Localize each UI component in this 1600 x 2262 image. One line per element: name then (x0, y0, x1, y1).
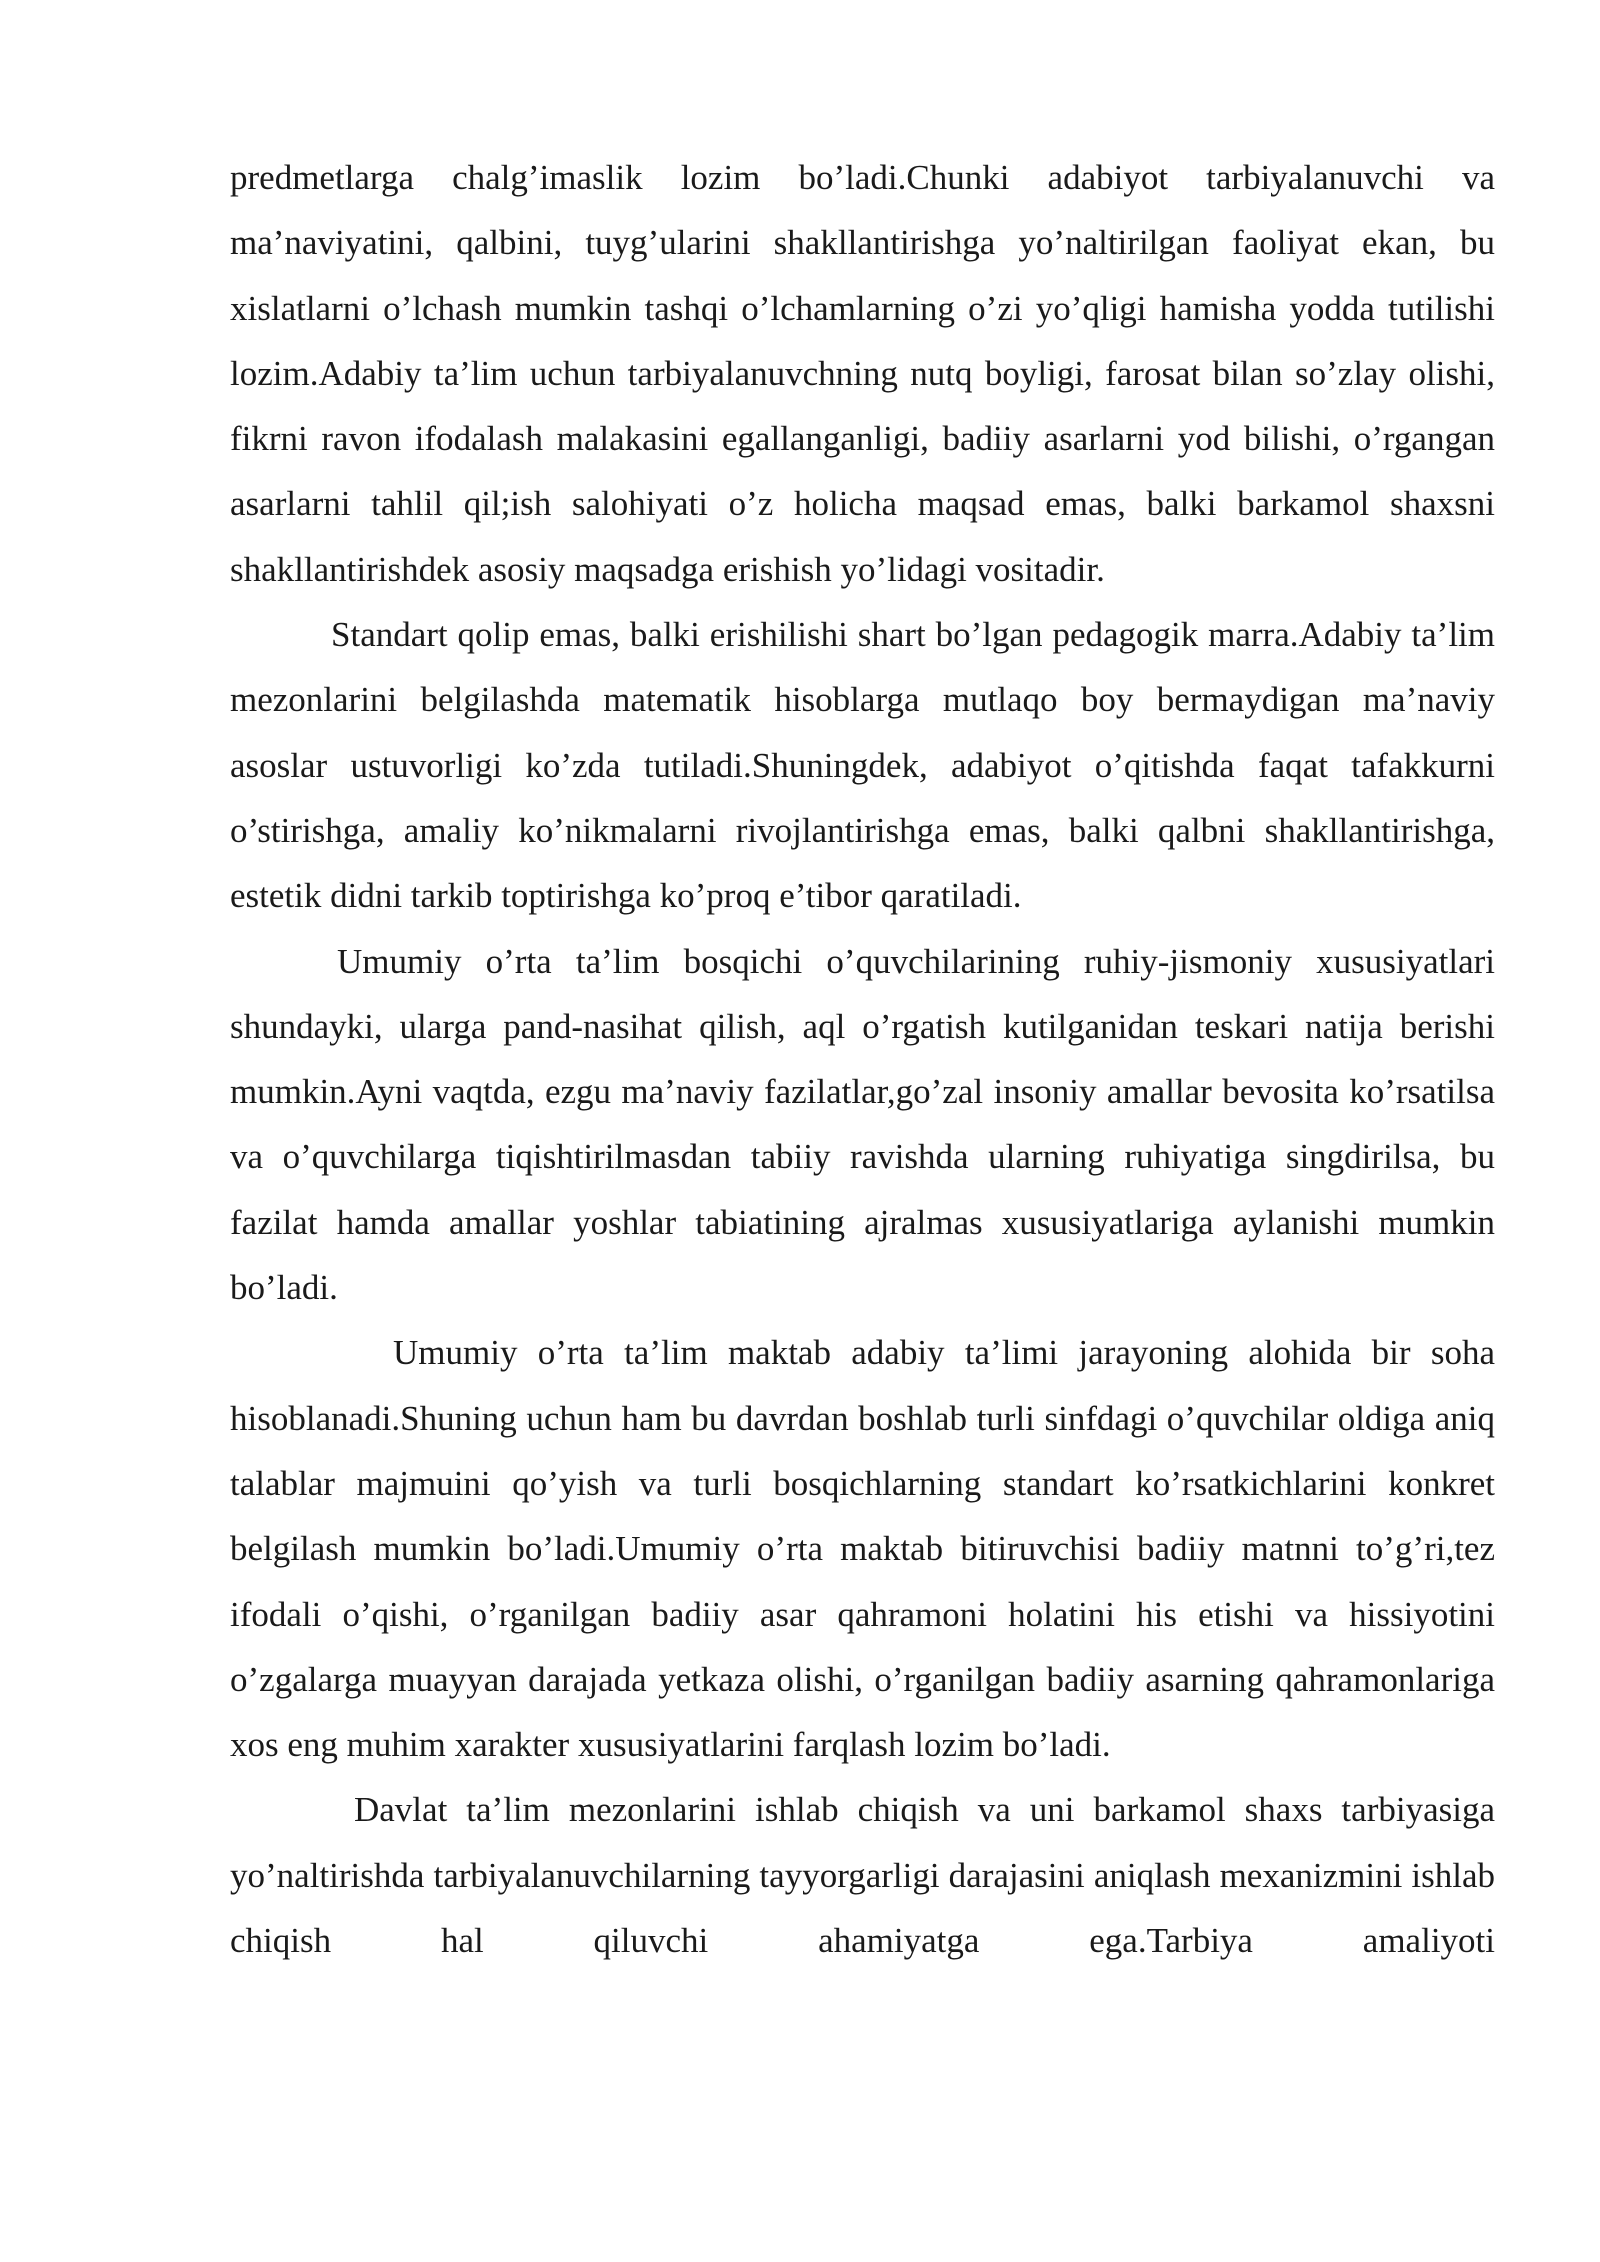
paragraph-1: predmetlarga chalg’imaslik lozim bo’ladi.Chunki adabiyot tarbiyalanuvchi va ma’naviyatini, qalbini, tuyg’ularini shakllantirishga yo’naltirilgan faoliyat ekan, bu xislatlarni o’lchash mumkin tashqi o’lchamlarning o’zi yo’qligi hamisha yodda tutilishi lozim.Adabiy ta’lim uchun tarbiyalanuvchning nutq boyligi, farosat bilan so’zlay olishi, fikrni ravon ifodalash malakasini egallanganligi, badiiy asarlarni yod bilishi, o’rgangan asarlarni tahlil qil;ish salohiyati o’z holicha maqsad emas, balki barkamol shaxsni shakllantirishdek asosiy maqsadga erishish yo’lidagi vositadir. (230, 158, 1495, 589)
paragraph-4: Umumiy o’rta ta’lim maktab adabiy ta’limi jarayoning alohida bir soha hisoblanadi.Shuning uchun ham bu davrdan boshlab turli sinfdagi o’quvchilar oldiga aniq talablar majmuini qo’yish va turli bosqichlarning standart ko’rsatkichlarini konkret belgilash mumkin bo’ladi.Umumiy o’rta maktab bitiruvchisi badiiy matnni to’g’ri,tez ifodali o’qishi, o’rganilgan badiiy asar qahramoni holatini his etishi va hissiyotini o’zgalarga muayyan darajada yetkaza olishi, o’rganilgan badiiy asarning qahramonlariga xos eng muhim xarakter xususiyatlarini farqlash lozim bo’ladi. (230, 1333, 1495, 1765)
document-page (230, 145, 1495, 1973)
paragraph-3: Umumiy o’rta ta’lim bosqichi o’quvchilarining ruhiy-jismoniy xususiyatlari shundayki, ularga pand-nasihat qilish, aql o’rgatish kutilganidan teskari natija berishi mumkin.Ayni vaqtda, ezgu ma’naviy fazilatlar,go’zal insoniy amallar bevosita ko’rsatilsa va o’quvchilarga tiqishtirilmasdan tabiiy ravishda ularning ruhiyatiga singdirilsa, bu fazilat hamda amallar yoshlar tabiatining ajralmas xususiyatlariga aylanishi mumkin bo’ladi. (230, 941, 1495, 1308)
paragraph-5: Davlat ta’lim mezonlarini ishlab chiqish va uni barkamol shaxs tarbiyasiga yo’naltirishda tarbiyalanuvchilarning tayyorgarligi darajasini aniqlash mexanizmini ishlab chiqish hal qiluvchi ahamiyatga ega.Tarbiya amaliyoti (230, 1790, 1495, 1961)
paragraph-2: Standart qolip emas, balki erishilishi shart bo’lgan pedagogik marra.Adabiy ta’lim mezonlarini belgilashda matematik hisoblarga mutlaqo boy bermaydigan ma’naviy asoslar ustuvorligi ko’zda tutiladi.Shuningdek, adabiyot o’qitishda faqat tafakkurni o’stirishga, amaliy ko’nikmalarni rivojlantirishga emas, balki qalbni shakllantirishga, estetik didni tarkib toptirishga ko’proq e’tibor qaratiladi. (230, 615, 1495, 916)
